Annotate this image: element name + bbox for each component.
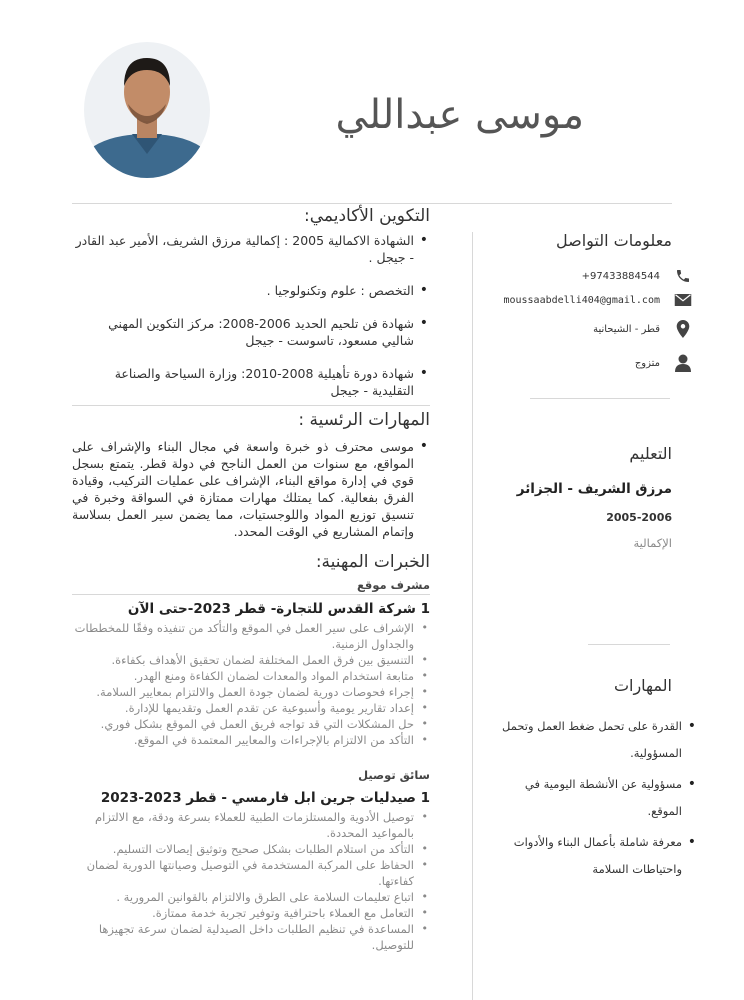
job-duty: • حل المشكلات التي قد تواجه فريق العمل في الموقع بشكل فوري. — [72, 716, 414, 732]
main-skills-text: • موسى محترف ذو خبرة واسعة في مجال البناء والإشراف على المواقع، مع سنوات من العمل الناجح في دولة قطر. يتمتع بسجل قوي في إدارة مواقع البناء، الإشراف على عمليات التركيب، وقيادة الفرق بفعالية. كما يمتلك مهارات ممتازة في السواقة وخبرة في تنسيق توزيع المواد واللوجستيات، مما يضمن سير العمل بسلاسة وإتمام المشاريع في الوقت المحدد. — [72, 438, 414, 540]
education-divider — [588, 644, 670, 645]
skills-side-list — [498, 713, 698, 883]
job-duty: • إجراء فحوصات دورية لضمان جودة العمل والالتزام بمعايير السلامة. — [72, 684, 414, 700]
job-duty: • التنسيق بين فرق العمل المختلفة لضمان تحقيق الأهداف بكفاءة. — [72, 652, 414, 668]
experience-title: الخبرات المهنية: — [315, 552, 430, 572]
job-role: مشرف موقع — [356, 578, 430, 592]
header-divider — [72, 203, 672, 204]
profile-photo — [84, 42, 210, 178]
skills-side-item: • القدرة على تحمل ضغط العمل وتحمل المسؤولية. — [498, 713, 682, 767]
job-duty: • التأكد من الالتزام بالإجراءات والمعايير المعتمدة في الموقع. — [72, 732, 414, 748]
academic-item: • شهادة دورة تأهيلية 2008-2010: وزارة السياحة والصناعة التقليدية - جيجل — [72, 365, 414, 399]
job-company: 1 صيدليات جرين ابل فارمسي - قطر 2023-2023 — [100, 790, 430, 806]
contact-status: متزوج — [634, 357, 660, 369]
education-school: مرزق الشريف - الجزائر — [516, 481, 672, 497]
job-duty: • الحفاظ على المركبة المستخدمة في التوصيل وصيانتها الدورية لضمان كفاءتها. — [72, 857, 414, 889]
job-duty: • متابعة استخدام المواد والمعدات لضمان الكفاءة ومنع الهدر. — [72, 668, 414, 684]
education-side-title: التعليم — [629, 444, 672, 463]
job-duties-list — [72, 620, 430, 748]
contact-email: moussaabdelli404@gmail.com — [503, 294, 660, 306]
candidate-name: موسى عبداللي — [335, 92, 584, 138]
skills-side-item: • معرفة شاملة بأعمال البناء والأدوات واحتياطات السلامة — [498, 829, 682, 883]
academic-item: • التخصص : علوم وتكنولوجيا . — [72, 282, 414, 299]
main-skills-title: المهارات الرئسية : — [298, 410, 430, 430]
education-level: الإكمالية — [633, 536, 672, 550]
job-duty: • توصيل الأدوية والمستلزمات الطبية للعملاء بسرعة ودقة، مع الالتزام بالمواعيد المحددة. — [72, 809, 414, 841]
person-icon — [674, 354, 692, 372]
phone-icon — [674, 267, 692, 285]
contact-email-row — [502, 291, 692, 309]
academic-item: • الشهادة الاكمالية 2005 : إكمالية مرزق الشريف، الأمير عبد القادر - جيجل . — [72, 232, 414, 266]
contact-location: قطر - الشيحانية — [593, 323, 660, 335]
contact-status-row — [502, 354, 692, 372]
job-company: 1 شركة القدس للتجارة- قطر 2023-حتى الآن — [127, 601, 430, 617]
skills-side-title: المهارات — [613, 676, 672, 695]
job-duty: • اتباع تعليمات السلامة على الطرق والالتزام بالقوانين المرورية . — [72, 889, 414, 905]
contact-phone: +97433884544 — [581, 270, 660, 282]
job-duty: • التأكد من استلام الطلبات بشكل صحيح وتوثيق إيصالات التسليم. — [72, 841, 414, 857]
academic-list — [72, 232, 430, 399]
skills-side-item: • مسؤولية عن الأنشطة اليومية في الموقع. — [498, 771, 682, 825]
contact-location-row — [502, 320, 692, 338]
envelope-icon — [674, 291, 692, 309]
education-years: 2005-2006 — [606, 511, 672, 524]
contact-title: معلومات التواصل — [555, 231, 672, 250]
job-duty: • المساعدة في تنظيم الطلبات داخل الصيدلية لضمان سرعة تجهيزها للتوصيل. — [72, 921, 414, 953]
academic-divider — [72, 405, 430, 406]
job-duties-list — [72, 809, 430, 953]
job-role: سائق توصيل — [358, 768, 430, 782]
main-skills-list — [72, 438, 430, 540]
location-pin-icon — [674, 320, 692, 338]
job-duty: • إعداد تقارير يومية وأسبوعية عن تقدم العمل وتقديمها للإدارة. — [72, 700, 414, 716]
academic-title: التكوين الأكاديمي: — [304, 206, 430, 226]
job-divider — [72, 594, 430, 595]
job-duty: • التعامل مع العملاء باحترافية وتوفير تجربة خدمة ممتازة. — [72, 905, 414, 921]
academic-item: • شهادة فن تلحيم الحديد 2006-2008: مركز التكوين المهني شاليي مسعود، تاسوست - جيجل — [72, 315, 414, 349]
contact-divider — [530, 398, 670, 399]
column-divider — [472, 232, 473, 1000]
job-duty: • الإشراف على سير العمل في الموقع والتأكد من تنفيذه وفقًا للمخططات والجداول الزمنية. — [72, 620, 414, 652]
main-column — [72, 206, 430, 953]
contact-phone-row — [502, 267, 692, 285]
